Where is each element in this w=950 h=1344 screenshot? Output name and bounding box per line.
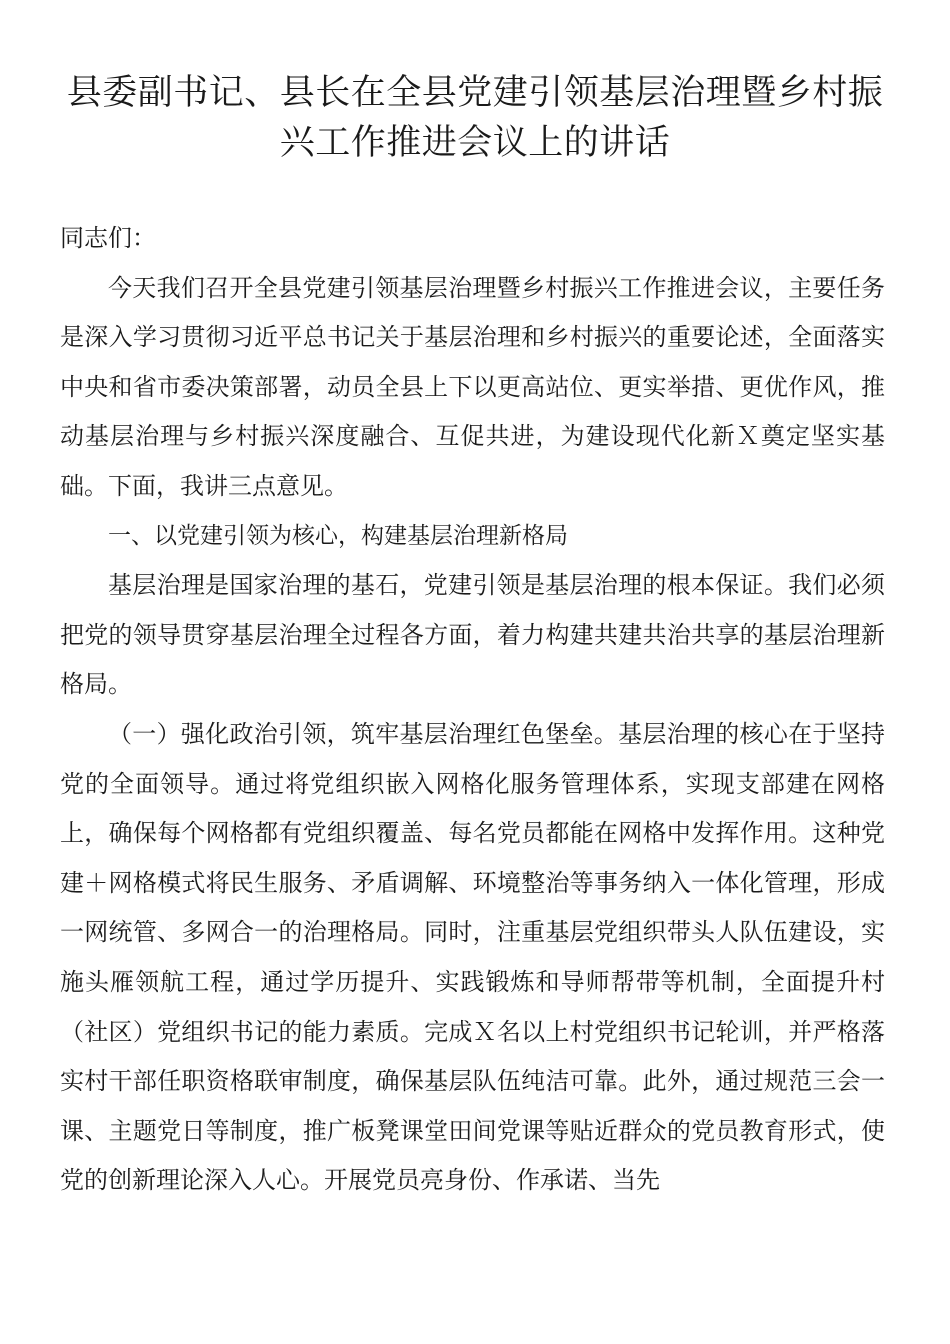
salutation: 同志们： (60, 224, 156, 252)
section-heading-1: 一、以党建引领为核心，构建基层治理新格局 (108, 522, 568, 549)
paragraph-subsection-1: （一）强化政治引领，筑牢基层治理红色堡垒。基层治理的核心在于坚持党的全面领导。通过将党组织嵌入网格化服务管理体系，实现支部建在网格上，确保每个网格都有党组织覆盖、每名党员都能在网格中发挥作用。这种党建＋网格模式将民生服务、矛盾调解、环境整治等事务纳入一体化管理，形成一网统管、多网合一的治理格局。同时，注重基层党组织带头人队伍建设，实施头雁领航工程，通过学历提升、实践锻炼和导师帮带等机制，全面提升村（社区）党组织书记的能力素质。完成Ｘ名以上村党组织书记轮训，并严格落实村干部任职资格联审制度，确保基层队伍纯洁可靠。此外，通过规范三会一课、主题党日等制度，推广板凳课堂田间党课等贴近群众的党员教育形式，使党的创新理论深入人心。开展党员亮身份、作承诺、当先 (60, 719, 885, 1195)
paragraph-intro: 今天我们召开全县党建引领基层治理暨乡村振兴工作推进会议，主要任务是深入学习贯彻习近平总书记关于基层治理和乡村振兴的重要论述，全面落实中央和省市委决策部署，动员全县上下以更高站位、更实举措、更优作风，推动基层治理与乡村振兴深度融合、互促共进，为建设现代化新Ｘ奠定坚实基础。下面，我讲三点意见。 (60, 273, 885, 500)
document-title: 县委副书记、县长在全县党建引领基层治理暨乡村振兴工作推进会议上的讲话 (66, 73, 884, 163)
document-body (60, 214, 885, 1206)
paragraph-section-1: 基层治理是国家治理的基石，党建引领是基层治理的根本保证。我们必须把党的领导贯穿基层治理全过程各方面，着力构建共建共治共享的基层治理新格局。 (60, 571, 885, 699)
